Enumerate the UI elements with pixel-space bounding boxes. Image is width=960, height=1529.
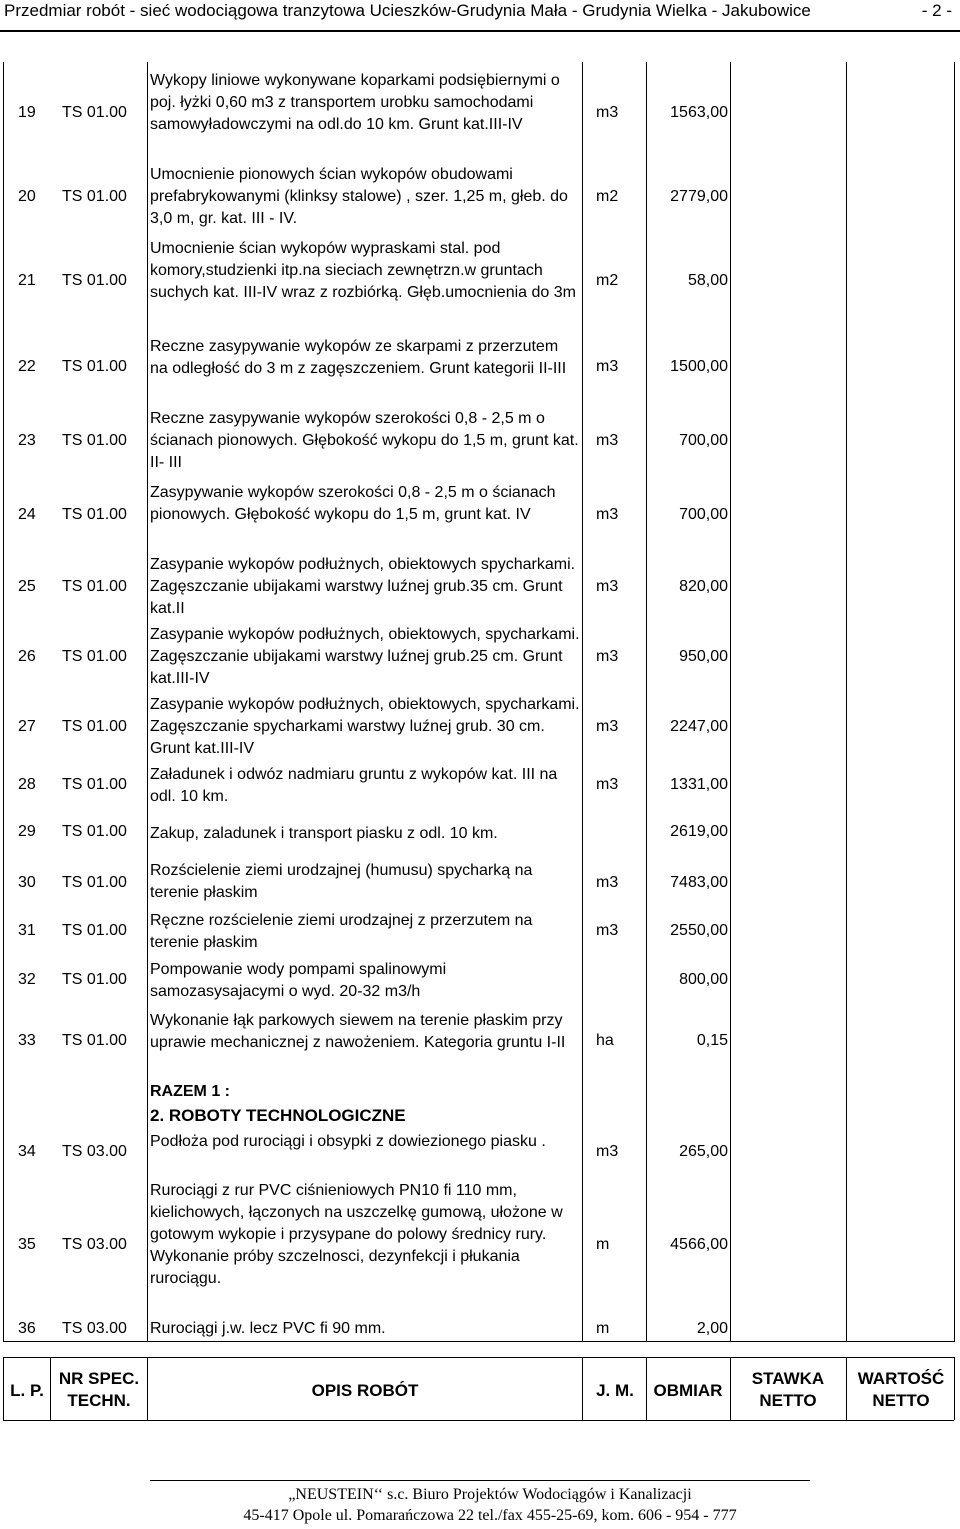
row-unit: m3 xyxy=(596,104,619,121)
header-lp: L. P. xyxy=(10,1381,44,1400)
footer-address: 45-417 Opole ul. Pomarańczowa 22 tel./fax 455-25-69, kom. 606 - 954 - 777 xyxy=(243,1507,737,1524)
row-description: Pompowanie wody pompami spalinowymi samozasysajacymi o wyd. 20-32 m3/h xyxy=(150,961,447,1000)
row-spec: TS 01.00 xyxy=(62,578,127,595)
grid-line xyxy=(954,62,955,1342)
row-unit: m xyxy=(596,1236,610,1253)
row-spec: TS 01.00 xyxy=(62,506,127,523)
row-quantity: 2779,00 xyxy=(670,188,728,205)
row-unit: m xyxy=(596,1320,610,1337)
header-net-value: WARTOŚĆ NETTO xyxy=(857,1369,945,1410)
grid-line xyxy=(3,62,4,1342)
grid-line xyxy=(3,1357,954,1358)
row-number: 25 xyxy=(18,578,36,595)
row-description: Reczne zasypywanie wykopów ze skarpami z przerzutem na odległość do 3 m z zagęszczeniem. Grunt kategorii II-III xyxy=(150,338,567,377)
row-quantity: 2619,00 xyxy=(670,823,728,840)
header-spec: NR SPEC. TECHN. xyxy=(58,1369,140,1410)
row-description: Zasypanie wykopów podłużnych, obiektowych, spycharkami. Zagęszczanie ubijakami warstwy luźnej grub.25 cm. Grunt kat.III-IV xyxy=(150,626,580,687)
row-number: 26 xyxy=(18,648,36,665)
row-number: 33 xyxy=(18,1032,36,1049)
row-quantity: 58,00 xyxy=(687,272,728,289)
row-spec: TS 01.00 xyxy=(62,104,127,121)
row-quantity: 1331,00 xyxy=(670,776,728,793)
row-quantity: 700,00 xyxy=(679,432,728,449)
row-spec: TS 01.00 xyxy=(62,648,127,665)
row-number: 34 xyxy=(18,1143,36,1160)
row-quantity: 1563,00 xyxy=(670,104,728,121)
grid-line xyxy=(582,62,583,1342)
grid-line xyxy=(730,1357,731,1420)
row-quantity: 7483,00 xyxy=(670,874,728,891)
header-description: OPIS ROBÓT xyxy=(311,1381,419,1400)
row-spec: TS 01.00 xyxy=(62,776,127,793)
row-number: 21 xyxy=(18,272,36,289)
row-unit: m3 xyxy=(596,874,619,891)
row-number: 30 xyxy=(18,874,36,891)
row-number: 22 xyxy=(18,358,36,375)
row-spec: TS 01.00 xyxy=(62,1032,127,1049)
row-number: 35 xyxy=(18,1236,36,1253)
row-description: Załadunek i odwóz nadmiaru gruntu z wykopów kat. III na odl. 10 km. xyxy=(150,766,558,805)
row-unit: m3 xyxy=(596,432,619,449)
row-unit: ha xyxy=(596,1032,614,1049)
row-unit: m3 xyxy=(596,718,619,735)
row-unit: m3 xyxy=(596,648,619,665)
row-number: 19 xyxy=(18,104,36,121)
row-description: Podłoża pod rurociągi i obsypki z dowiezionego piasku . xyxy=(150,1133,546,1150)
row-description: Reczne zasypywanie wykopów szerokości 0,8 - 2,5 m o ścianach pionowych. Głębokość wykopu do 1,5 m, grunt kat. II- III xyxy=(150,410,579,471)
row-description: Zasypanie wykopów podłużnych, obiektowych spycharkami. Zagęszczanie ubijakami warstwy luźnej grub.35 cm. Grunt kat.II xyxy=(150,556,576,617)
page-header xyxy=(0,0,960,32)
row-unit: m3 xyxy=(596,776,619,793)
section-heading: 2. ROBOTY TECHNOLOGICZNE xyxy=(150,1106,406,1125)
header-unit: J. M. xyxy=(596,1381,634,1400)
page-number: - 2 - xyxy=(921,1,952,20)
document-title: Przedmiar robót - sieć wodociągowa tranzytowa Ucieszków-Grudynia Mała - Grudynia Wielka - Jakubowice xyxy=(4,1,811,20)
row-number: 24 xyxy=(18,506,36,523)
row-quantity: 2550,00 xyxy=(670,922,728,939)
row-quantity: 0,15 xyxy=(696,1032,728,1049)
row-unit: m3 xyxy=(596,358,619,375)
row-quantity: 1500,00 xyxy=(670,358,728,375)
subtotal-label: RAZEM 1 : xyxy=(150,1083,230,1100)
row-unit: m2 xyxy=(596,272,619,289)
row-number: 29 xyxy=(18,823,36,840)
header-quantity: OBMIAR xyxy=(653,1381,723,1400)
row-spec: TS 03.00 xyxy=(62,1236,127,1253)
row-quantity: 700,00 xyxy=(679,506,728,523)
row-number: 20 xyxy=(18,188,36,205)
row-number: 23 xyxy=(18,432,36,449)
row-description: Ręczne rozścielenie ziemi urodzajnej z przerzutem na terenie płaskim xyxy=(150,912,533,951)
row-spec: TS 01.00 xyxy=(62,971,127,988)
grid-line xyxy=(730,62,731,1342)
row-number: 27 xyxy=(18,718,36,735)
grid-line xyxy=(3,1341,954,1342)
footer-rule xyxy=(150,1480,810,1481)
grid-line xyxy=(147,62,148,1342)
footer-company: „NEUSTEIN‘‘ s.c. Biuro Projektów Wodociągów i Kanalizacji xyxy=(288,1486,692,1503)
row-number: 32 xyxy=(18,971,36,988)
row-spec: TS 01.00 xyxy=(62,188,127,205)
row-spec: TS 01.00 xyxy=(62,874,127,891)
row-spec: TS 01.00 xyxy=(62,272,127,289)
row-spec: TS 01.00 xyxy=(62,358,127,375)
grid-line xyxy=(582,1357,583,1420)
row-spec: TS 03.00 xyxy=(62,1143,127,1160)
row-quantity: 800,00 xyxy=(679,971,728,988)
row-spec: TS 01.00 xyxy=(62,432,127,449)
row-quantity: 2247,00 xyxy=(670,718,728,735)
row-description: Zasypanie wykopów podłużnych, obiektowych, spycharkami. Zagęszczanie spycharkami warstwy luźnej grub. 30 cm. Grunt kat.III-IV xyxy=(150,696,580,757)
row-unit: m3 xyxy=(596,578,619,595)
grid-line xyxy=(846,62,847,1342)
row-description: Umocnienie ścian wykopów wypraskami stal. pod komory,studzienki itp.na sieciach zewnętrzn.w gruntach suchych kat. III-IV wraz z rozbiórką. Głęb.umocnienia do 3m xyxy=(150,240,576,301)
row-unit: m2 xyxy=(596,188,619,205)
row-spec: TS 01.00 xyxy=(62,718,127,735)
row-description: Wykonanie łąk parkowych siewem na terenie płaskim przy uprawie mechanicznej z nawożeniem. Kategoria gruntu I-II xyxy=(150,1012,566,1051)
row-number: 36 xyxy=(18,1320,36,1337)
header-unit-price: STAWKA NETTO xyxy=(751,1369,825,1410)
row-description: Zasypywanie wykopów szerokości 0,8 - 2,5 m o ścianach pionowych. Głębokość wykopu do 1,5 m, grunt kat. IV xyxy=(150,484,556,523)
row-quantity: 950,00 xyxy=(679,648,728,665)
row-description: Rurociągi z rur PVC ciśnieniowych PN10 fi 110 mm, kielichowych, łączonych na uszczelkę gumową, ułożone w gotowym wykopie i przysypane do polowy średnicy rury. Wykonanie próby szczelnosci, dezynfekcji i płukania rurociągu. xyxy=(150,1182,563,1287)
grid-line xyxy=(3,1420,954,1421)
grid-line xyxy=(954,1357,955,1420)
row-spec: TS 01.00 xyxy=(62,823,127,840)
row-spec: TS 03.00 xyxy=(62,1320,127,1337)
row-description: Rurociągi j.w. lecz PVC fi 90 mm. xyxy=(150,1320,386,1337)
row-quantity: 820,00 xyxy=(679,578,728,595)
row-spec: TS 01.00 xyxy=(62,922,127,939)
grid-line xyxy=(147,1357,148,1420)
row-description: Zakup, zaladunek i transport piasku z odl. 10 km. xyxy=(150,825,498,842)
row-description: Rozścielenie ziemi urodzajnej (humusu) spycharką na terenie płaskim xyxy=(150,862,533,901)
row-quantity: 4566,00 xyxy=(670,1236,728,1253)
grid-line xyxy=(50,1357,51,1420)
row-unit: m3 xyxy=(596,506,619,523)
row-description: Wykopy liniowe wykonywane koparkami podsiębiernymi o poj. łyżki 0,60 m3 z transportem urobku samochodami samowyładowczymi na odl.do 10 km. Grunt kat.III-IV xyxy=(150,72,560,133)
row-unit: m3 xyxy=(596,922,619,939)
row-number: 31 xyxy=(18,922,36,939)
row-quantity: 2,00 xyxy=(696,1320,728,1337)
row-quantity: 265,00 xyxy=(679,1143,728,1160)
row-description: Umocnienie pionowych ścian wykopów obudowami prefabrykowanymi (klinksy stalowe) , szer. 1,25 m, głeb. do 3,0 m, gr. kat. III - IV. xyxy=(150,166,568,227)
row-number: 28 xyxy=(18,776,36,793)
row-unit: m3 xyxy=(596,1143,619,1160)
grid-line xyxy=(846,1357,847,1420)
